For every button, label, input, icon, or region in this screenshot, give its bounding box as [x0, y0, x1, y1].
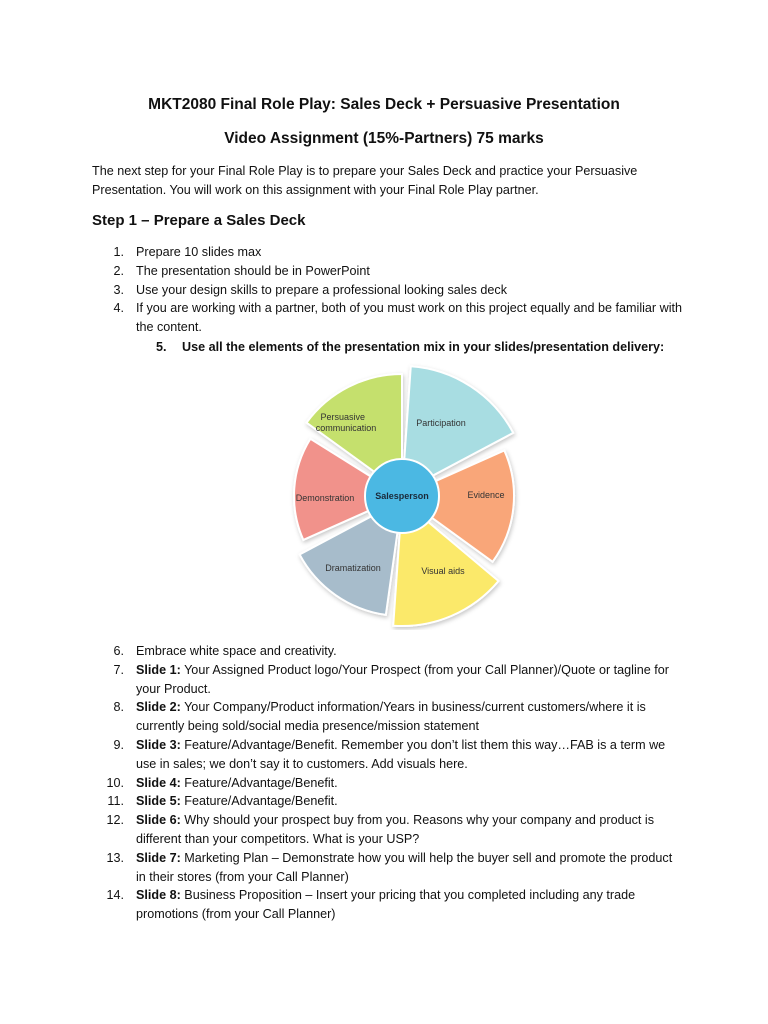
item-number: 14.: [106, 888, 124, 903]
list-item: [92, 642, 682, 661]
segment-label-line: communication: [315, 423, 377, 433]
intro-paragraph: The next step for your Final Role Play is to prepare your Sales Deck and practice your Persuasive Presentation. You will work on this assignment with your Final Role Play partner.: [92, 164, 638, 197]
item-number: 6.: [113, 644, 124, 658]
step1-heading: Step 1 – Prepare a Sales Deck: [92, 212, 306, 229]
segment-label-line: Persuasive: [320, 412, 366, 422]
item-number: 13.: [106, 850, 124, 865]
item-text: Prepare 10 slides max: [136, 245, 262, 259]
list-item: [92, 736, 682, 774]
document-subtitle: Video Assignment (15%-Partners) 75 marks: [224, 130, 544, 147]
step-list-part2: [92, 642, 682, 924]
item-text: Use all the elements of the presentation mix in your slides/presentation delivery:: [182, 340, 665, 354]
item-text: Your Assigned Product logo/Your Prospect (from your Call Planner)/Quote or tagline for your Product.: [136, 662, 669, 696]
segment-label-evidence: Evidence: [467, 490, 505, 500]
slide-label: Slide 2:: [136, 700, 181, 715]
item-number: 9.: [113, 737, 124, 752]
item-number: 4.: [113, 301, 124, 316]
item-text: Use your design skills to prepare a professional looking sales deck: [136, 282, 508, 297]
list-item: [92, 281, 682, 300]
list-item: [92, 698, 682, 736]
segment-label-dramatization: Dramatization: [325, 563, 381, 573]
segment-label-persuasive-communication: [316, 412, 377, 433]
item-number: 10.: [106, 775, 124, 790]
list-item: [92, 792, 682, 811]
center-label: Salesperson: [375, 491, 429, 501]
document-title: MKT2080 Final Role Play: Sales Deck + Persuasive Presentation: [148, 96, 620, 113]
item-number: 7.: [113, 662, 124, 677]
item-text: If you are working with a partner, both of you must work on this project equally and be familiar with the content.: [136, 301, 683, 335]
item-text: Feature/Advantage/Benefit. Remember you don’t list them this way…FAB is a term we use in sales; we don’t say it to customers. Add visuals here.: [136, 737, 666, 771]
list-item: [92, 811, 682, 849]
list-item: [92, 243, 682, 262]
list-item: [92, 774, 682, 793]
slide-label: Slide 4:: [136, 775, 181, 790]
slide-label: Slide 1:: [136, 662, 181, 677]
presentation-mix-diagram: [270, 358, 534, 630]
segment-label-demonstration: Demonstration: [295, 493, 355, 503]
item-text: Why should your prospect buy from you. Reasons why your company and product is different than your competitors. What is your USP?: [136, 813, 654, 846]
item-text: The presentation should be in PowerPoint: [136, 263, 370, 278]
slide-label: Slide 5:: [136, 794, 181, 809]
item-number: 1.: [113, 245, 124, 259]
segment-label-participation: Participation: [416, 418, 466, 428]
list-item: [92, 661, 682, 699]
slide-label: Slide 6:: [136, 813, 181, 828]
list-item-5: [156, 338, 664, 357]
item-text: Marketing Plan – Demonstrate how you will help the buyer sell and promote the product in their stores (from your Call Planner): [136, 850, 673, 884]
list-item: [92, 849, 682, 887]
item-text: Feature/Advantage/Benefit.: [180, 775, 338, 790]
item-text: Embrace white space and creativity.: [136, 644, 337, 658]
item-text: Feature/Advantage/Benefit.: [180, 794, 338, 809]
slide-label: Slide 7:: [136, 850, 181, 865]
item-number: 11.: [107, 794, 124, 809]
list-item: [92, 299, 682, 337]
list-item: [92, 886, 682, 924]
slide-label: Slide 8:: [136, 888, 181, 903]
item-number: 12.: [106, 813, 124, 828]
step-list-part1: [92, 243, 682, 337]
item-number: 8.: [113, 700, 124, 715]
item-number: 3.: [113, 282, 124, 297]
item-text: Business Proposition – Insert your pricing that you completed including any trade promotions (from your Call Planner): [136, 888, 636, 922]
item-number: 5.: [156, 340, 167, 354]
item-text: Your Company/Product information/Years in business/current customers/where it is currently being sold/social media presence/mission statement: [136, 700, 646, 734]
segment-label-visual-aids: Visual aids: [421, 566, 465, 576]
item-number: 2.: [113, 263, 124, 278]
list-item: [92, 262, 682, 281]
slide-label: Slide 3:: [136, 737, 181, 752]
